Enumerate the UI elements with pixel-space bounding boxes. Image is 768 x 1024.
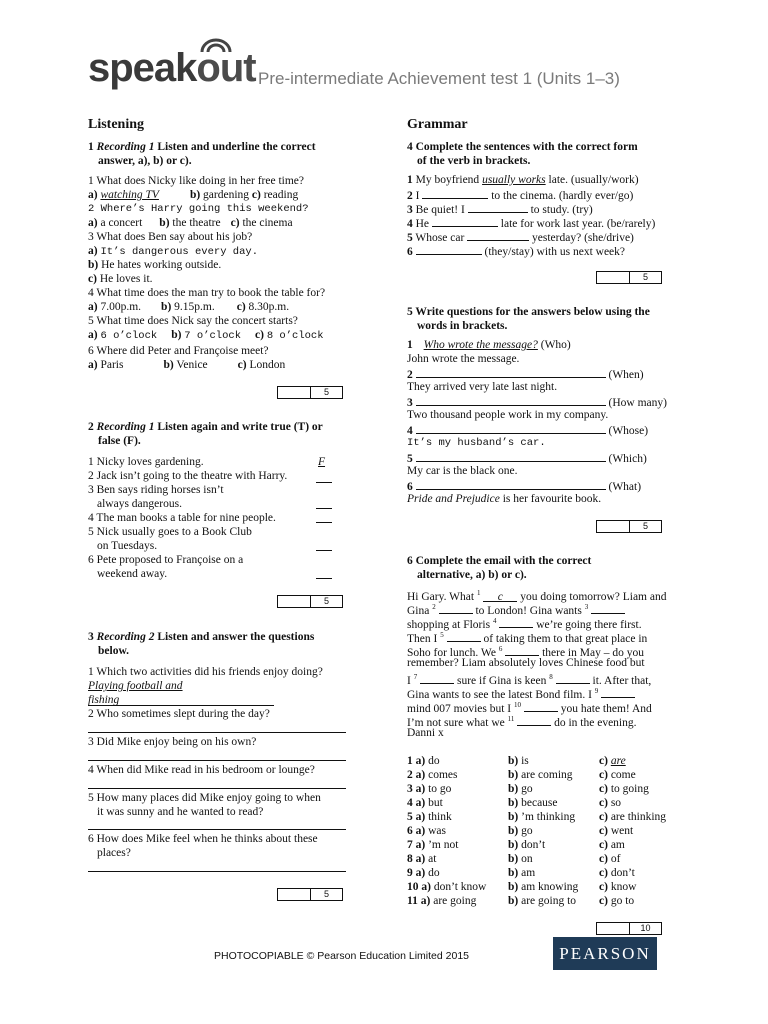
ex4-blank3[interactable]: [468, 201, 528, 213]
ex5-resp4: It’s my husband’s car.: [407, 437, 546, 449]
ex1-q3-a: a) It’s dangerous every day.: [88, 245, 258, 258]
ex1-q4: 4 What time does the man try to book the table for?: [88, 287, 326, 299]
email-text: to London! Gina wants: [472, 604, 585, 617]
ex2-blank6[interactable]: [316, 578, 332, 579]
option-a[interactable]: 2 a) comes: [407, 769, 458, 781]
option-b[interactable]: b) because: [508, 797, 558, 809]
ex3-answer2-rule[interactable]: [88, 732, 346, 733]
option-b[interactable]: b) are coming: [508, 769, 573, 781]
ex3-answer6-rule[interactable]: [88, 871, 346, 872]
ex1-q6-options: a) Paris b) Venice c) London: [88, 359, 286, 371]
ex1-q2: 2 Where’s Harry going this weekend?: [88, 203, 309, 215]
option-b[interactable]: b) on: [508, 853, 533, 865]
option-row: [407, 894, 666, 908]
option-a[interactable]: 11 a) are going: [407, 895, 477, 907]
option-a[interactable]: 5 a) think: [407, 811, 452, 823]
ex1-q6: 6 Where did Peter and Françoise meet?: [88, 345, 269, 357]
ex5-resp1: John wrote the message.: [407, 353, 520, 365]
grammar-heading: Grammar: [407, 117, 468, 132]
ex2-score-box: 5: [277, 595, 343, 608]
ex2-item5: 5 Nick usually goes to a Book Club: [88, 526, 252, 538]
ex1-q3-b: b) He hates working outside.: [88, 259, 222, 271]
gap-number: 8: [549, 673, 553, 681]
option-c[interactable]: c) know: [599, 881, 637, 893]
gap-number: 6: [498, 645, 503, 653]
gap-blank[interactable]: [420, 672, 454, 684]
gap-number: 5: [440, 631, 444, 639]
option-b[interactable]: b) are going to: [508, 895, 577, 907]
gap-blank[interactable]: [439, 602, 473, 614]
ex4-item5: 5 Whose car yesterday? (she/drive): [407, 229, 634, 245]
ex3-q2: 2 Who sometimes slept during the day?: [88, 708, 270, 720]
option-b[interactable]: b) go: [508, 783, 533, 795]
option-a[interactable]: 3 a) to go: [407, 783, 452, 795]
option-b[interactable]: b) don’t: [508, 839, 546, 851]
ex3-answer1-line1[interactable]: Playing football and: [88, 680, 183, 692]
ex4-item1: 1 My boyfriend usually works late. (usually/work): [407, 174, 639, 186]
option-c[interactable]: c) go to: [599, 895, 635, 907]
option-c[interactable]: c) come: [599, 769, 636, 781]
ex4-item2: 2 I to the cinema. (hardly ever/go): [407, 187, 633, 203]
ex2-item3-cont: always dangerous.: [97, 498, 182, 510]
email-text: Then I: [407, 632, 441, 645]
footer-copyright: PHOTOCOPIABLE © Pearson Education Limited 2015: [214, 950, 470, 962]
email-line: [407, 726, 444, 740]
ex2-item4: 4 The man books a table for nine people.: [88, 512, 276, 524]
option-row: [407, 768, 666, 782]
option-c[interactable]: c) so: [599, 797, 622, 809]
gap-number: 10: [514, 701, 522, 709]
gap-blank[interactable]: [601, 686, 635, 698]
ex6-instruction: 6 Complete the email with the correct alternative, a) b) or c).: [407, 555, 592, 581]
gap-number: 7: [413, 673, 418, 681]
option-a[interactable]: 1 a) do: [407, 755, 440, 767]
ex5-resp5: My car is the black one.: [407, 465, 518, 477]
gap-blank[interactable]: [591, 602, 625, 614]
email-text: I’m not sure what we: [407, 716, 508, 729]
ex1-instruction: 1 Recording 1 Listen and underline the correct answer, a), b) or c).: [88, 141, 316, 167]
ex1-q5-options: a) 6 o’clock b) 7 o’clock c) 8 o’clock: [88, 329, 324, 342]
ex4-item3: 3 Be quiet! I to study. (try): [407, 201, 593, 217]
option-row: [407, 852, 666, 866]
option-c[interactable]: c) went: [599, 825, 634, 837]
gap-blank[interactable]: [499, 616, 533, 628]
ex4-answer1[interactable]: usually works: [482, 174, 546, 186]
ex2-item1: 1 Nicky loves gardening.: [88, 456, 204, 468]
ex5-blank5[interactable]: [416, 450, 606, 462]
ex5-resp2: They arrived very late last night.: [407, 381, 558, 393]
email-text: you doing tomorrow? Liam and: [517, 590, 667, 603]
email-text: I: [407, 674, 414, 687]
ex5-resp6: Pride and Prejudice is her favourite book.: [407, 493, 602, 505]
ex4-instruction: 4 Complete the sentences with the correct form of the verb in brackets.: [407, 141, 638, 167]
email-text: sure if Gina is keen: [454, 674, 550, 687]
ex1-q2-options: a) a concert b) the theatre c) the cinema: [88, 217, 293, 229]
option-c[interactable]: c) are thinking: [599, 811, 667, 823]
ex2-instruction: 2 Recording 1 Listen again and write true (T) or false (F).: [88, 421, 323, 447]
ex3-instruction: 3 Recording 2 Listen and answer the questions below.: [88, 631, 315, 657]
gap-number: 4: [492, 617, 497, 625]
ex3-answer4-rule[interactable]: [88, 788, 346, 789]
ex5-item1: 1 Who wrote the message? (Who): [407, 339, 571, 351]
option-c[interactable]: c) don’t: [599, 867, 635, 879]
option-c[interactable]: c) are: [599, 755, 626, 767]
option-row: [407, 866, 666, 880]
ex2-item6-cont: weekend away.: [97, 568, 168, 580]
ex5-item6: 6 (What): [407, 478, 641, 494]
option-c[interactable]: c) am: [599, 839, 625, 851]
option-a[interactable]: 8 a) at: [407, 853, 437, 865]
gap-number: 3: [584, 603, 589, 611]
ex2-item2: 2 Jack isn’t going to the theatre with Harry.: [88, 470, 288, 482]
option-b[interactable]: b) go: [508, 825, 533, 837]
ex5-instruction: 5 Write questions for the answers below using the words in brackets.: [407, 306, 650, 332]
ex6-options-table: [407, 754, 666, 908]
test-title: Pre-intermediate Achievement test 1 (Units 1–3): [258, 69, 620, 88]
email-text: we’re going there first.: [533, 618, 642, 631]
option-b[interactable]: b) am: [508, 867, 536, 879]
ex3-q6-cont: places?: [97, 847, 131, 859]
ex2-item3: 3 Ben says riding horses isn’t: [88, 484, 224, 496]
email-text: Gina wants to see the latest Bond film. I: [407, 688, 595, 701]
ex3-q5-cont: it was sunny and he wanted to read?: [97, 806, 264, 818]
gap-blank[interactable]: [505, 644, 539, 656]
ex3-answer5-rule[interactable]: [88, 829, 346, 830]
ex3-q6: 6 How does Mike feel when he thinks about these: [88, 833, 318, 845]
email-text: remember? Liam absolutely loves Chinese food but: [407, 657, 645, 669]
ex2-answer1[interactable]: F: [318, 456, 326, 468]
listening-heading: Listening: [88, 117, 145, 132]
gap-blank[interactable]: [517, 714, 551, 726]
ex5-item3: 3 (How many): [407, 394, 667, 410]
gap-number: 9: [594, 687, 599, 695]
ex5-blank4[interactable]: [416, 422, 606, 434]
option-a[interactable]: 6 a) was: [407, 825, 446, 837]
option-a[interactable]: 9 a) do: [407, 867, 440, 879]
email-text: mind 007 movies but I: [407, 702, 515, 715]
ex3-score-box: 5: [277, 888, 343, 901]
ex1-q1: 1 What does Nicky like doing in her free time?: [88, 175, 304, 187]
ex2-item6: 6 Pete proposed to Françoise on a: [88, 554, 244, 566]
option-row: [407, 796, 666, 810]
option-row: [407, 754, 666, 768]
ex3-q5: 5 How many places did Mike enjoy going to when: [88, 792, 321, 804]
ex1-q4-options: a) 7.00p.m. b) 9.15p.m. c) 8.30p.m.: [88, 301, 290, 313]
option-row: [407, 838, 666, 852]
option-row: [407, 782, 666, 796]
ex4-blank2[interactable]: [422, 187, 488, 199]
ex5-blank3[interactable]: [416, 394, 606, 406]
ex2-blank2[interactable]: [316, 482, 332, 483]
ex3-answer1-rule[interactable]: [88, 705, 274, 706]
email-text: do in the evening.: [551, 716, 637, 729]
ex4-blank5[interactable]: [467, 229, 529, 241]
option-c[interactable]: c) of: [599, 853, 621, 865]
gap-blank[interactable]: [447, 630, 481, 642]
ex1-score-box: 5: [277, 386, 343, 399]
speakout-logo: speakout: [88, 48, 256, 88]
ex2-blank5[interactable]: [316, 550, 332, 551]
gap-blank[interactable]: [524, 700, 558, 712]
signal-arcs-icon: [196, 38, 236, 54]
email-text: of taking them to that great place in: [480, 632, 648, 645]
ex4-score-box: 5: [596, 271, 662, 284]
ex5-blank6[interactable]: [416, 478, 606, 490]
ex4-blank4[interactable]: [432, 215, 498, 227]
ex2-blank3[interactable]: [316, 508, 332, 509]
gap-blank[interactable]: c: [483, 590, 517, 602]
gap-blank[interactable]: [556, 672, 590, 684]
ex6-score-box: 10: [596, 922, 662, 935]
ex3-answer3-rule[interactable]: [88, 760, 346, 761]
gap-number: 2: [432, 603, 436, 611]
option-b[interactable]: b) ’m thinking: [508, 811, 576, 823]
ex4-blank6[interactable]: [416, 243, 482, 255]
ex5-item4: 4 (Whose): [407, 422, 648, 438]
option-a[interactable]: 7 a) ’m not: [407, 839, 459, 851]
gap-number: 11: [507, 715, 515, 723]
gap-number: 1: [476, 589, 481, 597]
ex3-q3: 3 Did Mike enjoy being on his own?: [88, 736, 257, 748]
ex5-resp3: Two thousand people work in my company.: [407, 409, 609, 421]
ex4-item4: 4 He late for work last year. (be/rarely): [407, 215, 655, 231]
ex4-item6: 6 (they/stay) with us next week?: [407, 243, 625, 259]
ex5-answer1[interactable]: Who wrote the message?: [423, 339, 538, 351]
ex2-blank4[interactable]: [316, 522, 332, 523]
option-row: [407, 810, 666, 824]
ex3-answer1-line2[interactable]: fishing: [88, 694, 120, 706]
email-text: Gina: [407, 604, 433, 617]
option-a[interactable]: 4 a) but: [407, 797, 443, 809]
ex5-blank2[interactable]: [416, 366, 606, 378]
ex5-item5: 5 (Which): [407, 450, 647, 466]
option-b[interactable]: b) am knowing: [508, 881, 579, 893]
ex3-q4: 4 When did Mike read in his bedroom or lounge?: [88, 764, 315, 776]
ex2-item5-cont: on Tuesdays.: [97, 540, 158, 552]
email-text: Soho for lunch. We: [407, 646, 499, 659]
option-b[interactable]: b) is: [508, 755, 529, 767]
email-text: shopping at Floris: [407, 618, 493, 631]
option-row: [407, 880, 666, 894]
ex1-q3-c: c) He loves it.: [88, 273, 153, 285]
ex1-q3: 3 What does Ben say about his job?: [88, 231, 253, 243]
pearson-logo: PEARSON: [553, 937, 657, 970]
ex1-q1-options: a) watching TV b) gardening c) reading: [88, 189, 299, 201]
email-text: it. After that,: [589, 674, 652, 687]
option-c[interactable]: c) to going: [599, 783, 649, 795]
ex1-q5: 5 What time does Nick say the concert starts?: [88, 315, 298, 327]
email-line: [407, 656, 645, 670]
email-text: you hate them! And: [557, 702, 652, 715]
email-text: there in May – do you: [539, 646, 644, 659]
email-text: Hi Gary. What: [407, 590, 477, 603]
option-row: [407, 824, 666, 838]
option-a[interactable]: 10 a) don’t know: [407, 881, 487, 893]
ex5-item2: 2 (When): [407, 366, 644, 382]
ex5-score-box: 5: [596, 520, 662, 533]
ex3-q1: 1 Which two activities did his friends enjoy doing?: [88, 666, 323, 678]
email-text: Danni x: [407, 727, 444, 739]
